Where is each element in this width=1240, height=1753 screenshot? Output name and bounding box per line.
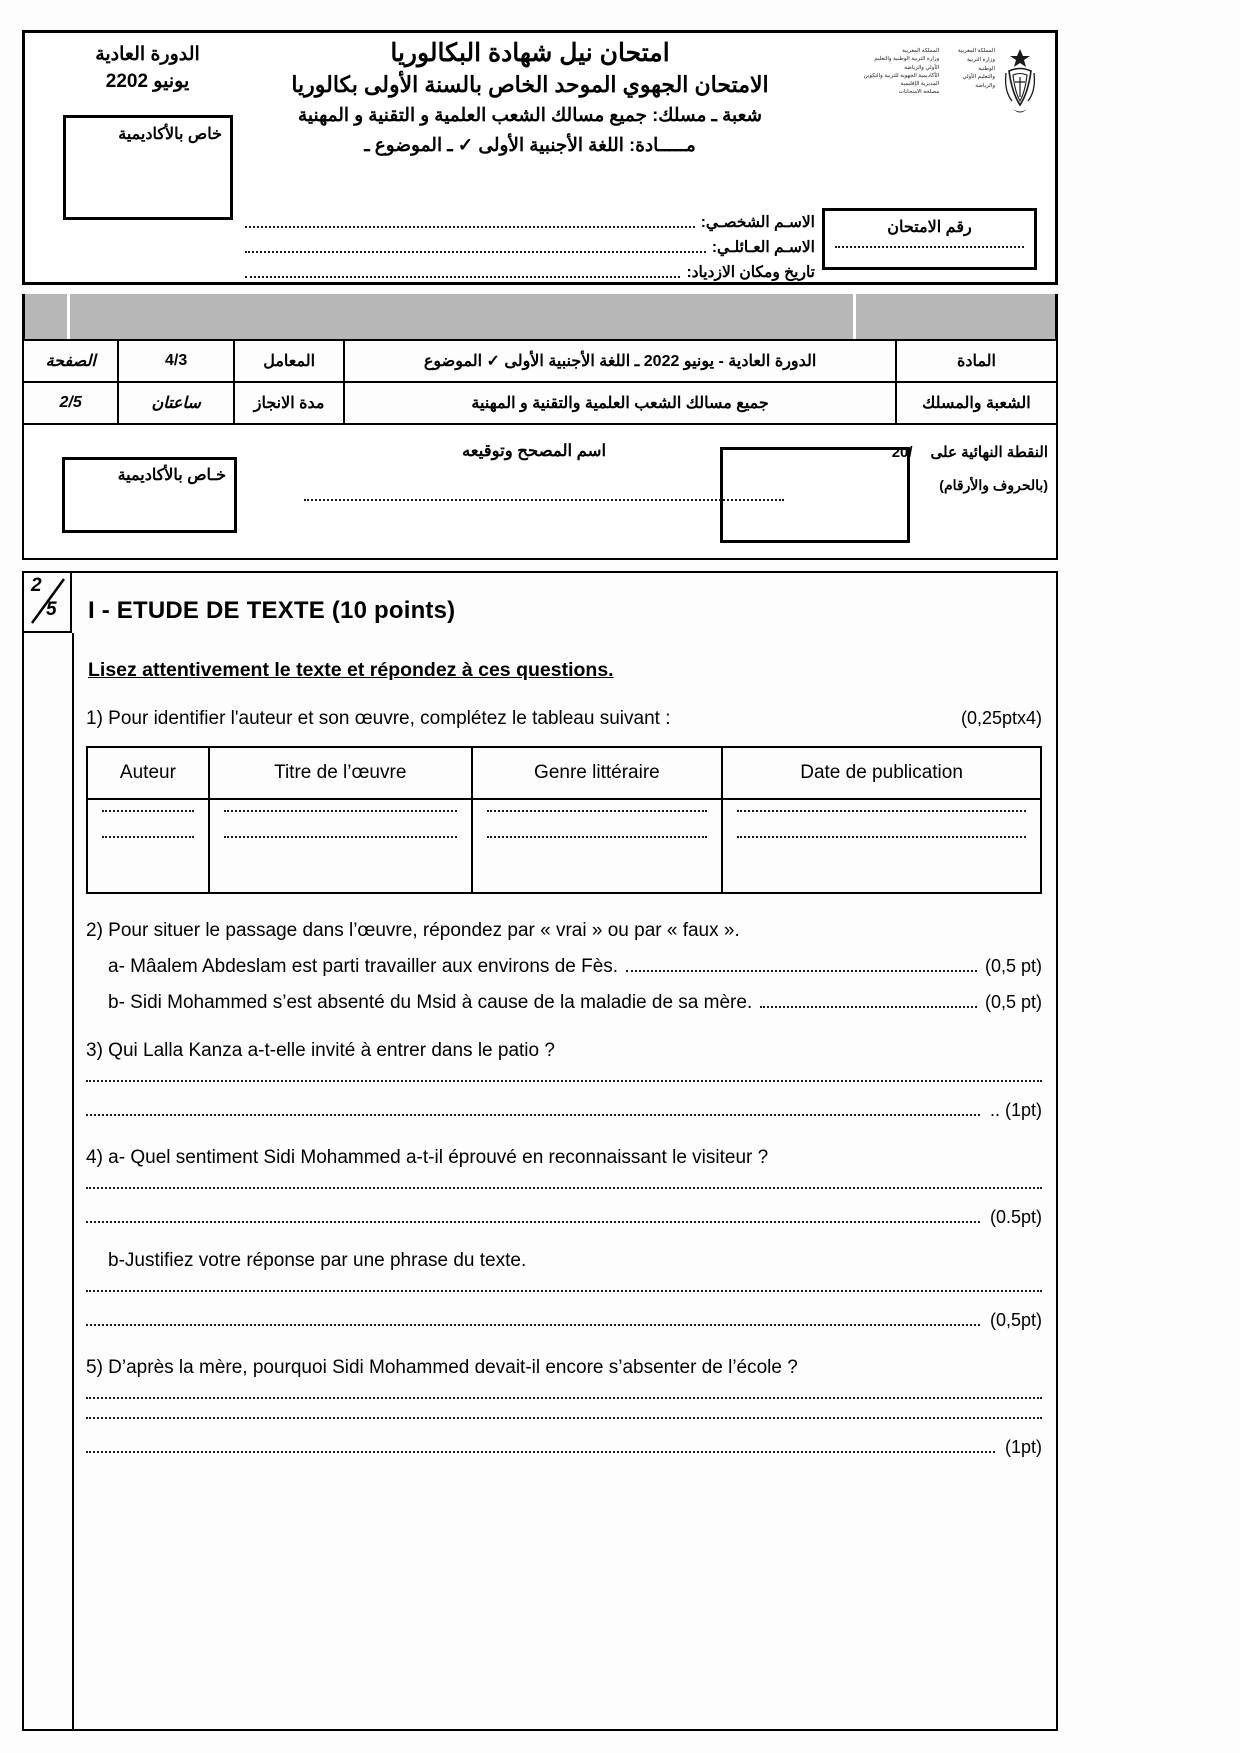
answer-line[interactable] [737, 810, 1026, 812]
answer-line[interactable] [86, 1290, 1042, 1292]
answer-line[interactable] [86, 1417, 1042, 1419]
info-row [23, 382, 1057, 424]
info-coefficient-label: المعامل [234, 340, 344, 382]
question-2b-answer[interactable] [760, 1006, 977, 1008]
exam-subtitle: الامتحان الجهوي الموحد الخاص بالسنة الأولى بكالوريا [291, 71, 769, 97]
band-divider-2 [853, 294, 856, 339]
field-birth [245, 263, 815, 282]
question-2a [86, 956, 1042, 978]
question-4b-answer-line-1[interactable] [86, 1290, 1042, 1292]
info-subject-main: الدورة العادية - يونيو 2022 ـ اللغة الأجنبية الأولى ✓ الموضوع [344, 340, 895, 382]
ministry-crest [852, 47, 1037, 142]
table-row [87, 799, 1041, 893]
info-branch-label: الشعبة والمسلك [896, 382, 1057, 424]
field-last-name [245, 238, 815, 257]
question-4a-points: (0.5pt) [989, 1207, 1042, 1227]
session-info [60, 43, 235, 93]
corrector-signature-input[interactable] [304, 499, 784, 501]
question-1 [86, 708, 1042, 894]
exam-content [86, 583, 1042, 1458]
exam-number-input[interactable] [835, 246, 1024, 248]
exam-body [22, 571, 1058, 1731]
answer-line[interactable] [102, 836, 194, 838]
question-1-text: 1) Pour identifier l'auteur et son œuvre, complétez le tableau suivant : [86, 708, 671, 729]
academy-reserved-box-bottom: خـاص بالأكاديمية [62, 457, 237, 533]
question-3-answer-line-1[interactable] [86, 1080, 1042, 1082]
question-2 [86, 920, 1042, 1014]
info-coefficient-value: 4/3 [118, 340, 234, 382]
question-5-answer-line-1[interactable] [86, 1397, 1042, 1399]
field-birth-label: تاريخ ومكان الازدياد: [686, 264, 815, 281]
field-last-name-label: الاسـم العـائلـي: [711, 239, 815, 256]
page-indicator [24, 573, 72, 633]
answer-line[interactable] [224, 810, 457, 812]
question-2a-points: (0,5 pt) [984, 956, 1042, 976]
answer-line[interactable] [86, 1080, 1042, 1082]
session-date: يونيو 2022 [105, 71, 190, 92]
field-last-name-input[interactable] [245, 251, 706, 253]
answer-line[interactable] [102, 810, 194, 812]
question-5 [86, 1357, 1042, 1458]
table-header-row [87, 747, 1041, 799]
question-3 [86, 1040, 1042, 1121]
answer-line[interactable] [86, 1114, 980, 1116]
page-current: 2 [31, 575, 42, 596]
question-2a-text: a- Mâalem Abdeslam est parti travailler aux environs de Fès. [108, 956, 619, 977]
answer-line[interactable] [224, 836, 457, 838]
info-row [23, 340, 1057, 382]
cell-genre[interactable] [472, 799, 723, 893]
corrector-label: اسم المصحح وتوقيعه [461, 442, 607, 460]
question-1-points: (0,25ptx4) [960, 708, 1042, 728]
col-genre: Genre littéraire [472, 747, 723, 799]
answer-line[interactable] [737, 836, 1026, 838]
header-titles [210, 39, 850, 157]
cell-author[interactable] [87, 799, 209, 893]
field-first-name-label: الاسـم الشخصـي: [700, 214, 815, 231]
info-duration-value: ساعتان [118, 382, 234, 424]
answer-line[interactable] [86, 1324, 980, 1326]
info-page-label: الصفحة [23, 340, 118, 382]
body-vertical-rule [72, 633, 74, 1729]
question-4 [86, 1147, 1042, 1331]
cell-date[interactable] [722, 799, 1041, 893]
question-3-answer-line-2 [86, 1100, 1042, 1121]
answer-line[interactable] [86, 1451, 995, 1453]
question-2-text: 2) Pour situer le passage dans l’œuvre, répondez par « vrai » ou par « faux ». [86, 920, 740, 941]
cell-title[interactable] [209, 799, 472, 893]
question-3-text: 3) Qui Lalla Kanza a-t-elle invité à entrer dans le patio ? [86, 1040, 555, 1061]
question-2b-points: (0,5 pt) [984, 992, 1042, 1012]
question-2a-answer[interactable] [626, 970, 977, 972]
question-2b [86, 992, 1042, 1014]
in-words-label: (بالحروف والأرقام) [939, 477, 1048, 493]
subject-line: مـــــادة: اللغة الأجنبية الأولى ✓ ـ الموضوع ـ [364, 134, 696, 156]
answer-line[interactable] [86, 1397, 1042, 1399]
answer-line[interactable] [487, 836, 708, 838]
grading-frame [22, 425, 1058, 560]
info-branch-main: جميع مسالك الشعب العلمية والتقنية و المهنية [344, 382, 895, 424]
exam-title: امتحان نيل شهادة البكالوريا [390, 39, 670, 67]
page-total: 5 [46, 599, 57, 620]
question-5-text: 5) D’après la mère, pourquoi Sidi Mohammed devait-il encore s’absenter de l’école ? [86, 1357, 798, 1378]
field-birth-input[interactable] [245, 276, 680, 278]
field-first-name-input[interactable] [245, 226, 695, 228]
academy-reserved-box-top: خاص بالأكاديمية [63, 115, 233, 220]
question-4a-answer-line-1[interactable] [86, 1187, 1042, 1189]
question-4a-answer-line-2 [86, 1207, 1042, 1228]
grey-separator-band [22, 294, 1058, 339]
exam-number-box [822, 208, 1037, 270]
ministry-text-secondary: المملكة المغربية وزارة التربية الوطنية والتعليم الأولي والرياضة [957, 48, 995, 90]
info-page-value: 2/5 [23, 382, 118, 424]
section-title: I - ETUDE DE TEXTE (10 points) [88, 597, 456, 624]
col-author: Auteur [87, 747, 209, 799]
ministry-text: المملكة المغربية وزارة التربية الوطنية والتعليم الأولي والرياضة الأكاديمية الجهوية للتربية والتكوين المديرية الإقليمية مصلحة الامتحانات [863, 48, 940, 96]
band-divider-1 [67, 294, 70, 339]
field-first-name [245, 213, 815, 232]
morocco-emblem-icon [1003, 47, 1037, 121]
candidate-fields [245, 213, 815, 288]
reading-instruction: Lisez attentivement le texte et répondez à ces questions. [88, 659, 614, 681]
info-subject-label: المادة [896, 340, 1057, 382]
exam-number-label: رقم الامتحان [887, 219, 972, 236]
question-4b-answer-line-2 [86, 1310, 1042, 1331]
identification-frame [22, 30, 1058, 285]
session-label: الدورة العادية [95, 44, 200, 65]
answer-line[interactable] [487, 810, 708, 812]
question-4b-text: b-Justifiez votre réponse par une phrase du texte. [108, 1250, 527, 1271]
question-1-row [86, 708, 1042, 730]
question-5-answer-line-3 [86, 1437, 1042, 1458]
col-date: Date de publication [722, 747, 1041, 799]
question-5-points: (1pt) [1004, 1437, 1042, 1457]
col-title: Titre de l’œuvre [209, 747, 472, 799]
final-mark-value: /20 [891, 444, 913, 461]
question-5-answer-line-2[interactable] [86, 1417, 1042, 1419]
final-mark-label: النقطة النهائية على [930, 444, 1048, 461]
exam-info-table [22, 339, 1058, 425]
author-identification-table [86, 746, 1042, 894]
branch-line: شعبة ـ مسلك: جميع مسالك الشعب العلمية و التقنية و المهنية [297, 104, 763, 125]
answer-line[interactable] [86, 1221, 980, 1223]
question-3-points: .. (1pt) [989, 1100, 1042, 1120]
question-4a-text: 4) a- Quel sentiment Sidi Mohammed a-t-il éprouvé en reconnaissant le visiteur ? [86, 1147, 769, 1168]
corrector-area [224, 441, 844, 501]
question-4b-points: (0,5pt) [989, 1310, 1042, 1330]
answer-line[interactable] [86, 1187, 1042, 1189]
info-duration-label: مدة الانجاز [234, 382, 344, 424]
question-2b-text: b- Sidi Mohammed s’est absenté du Msid à cause de la maladie de sa mère. [108, 992, 753, 1013]
